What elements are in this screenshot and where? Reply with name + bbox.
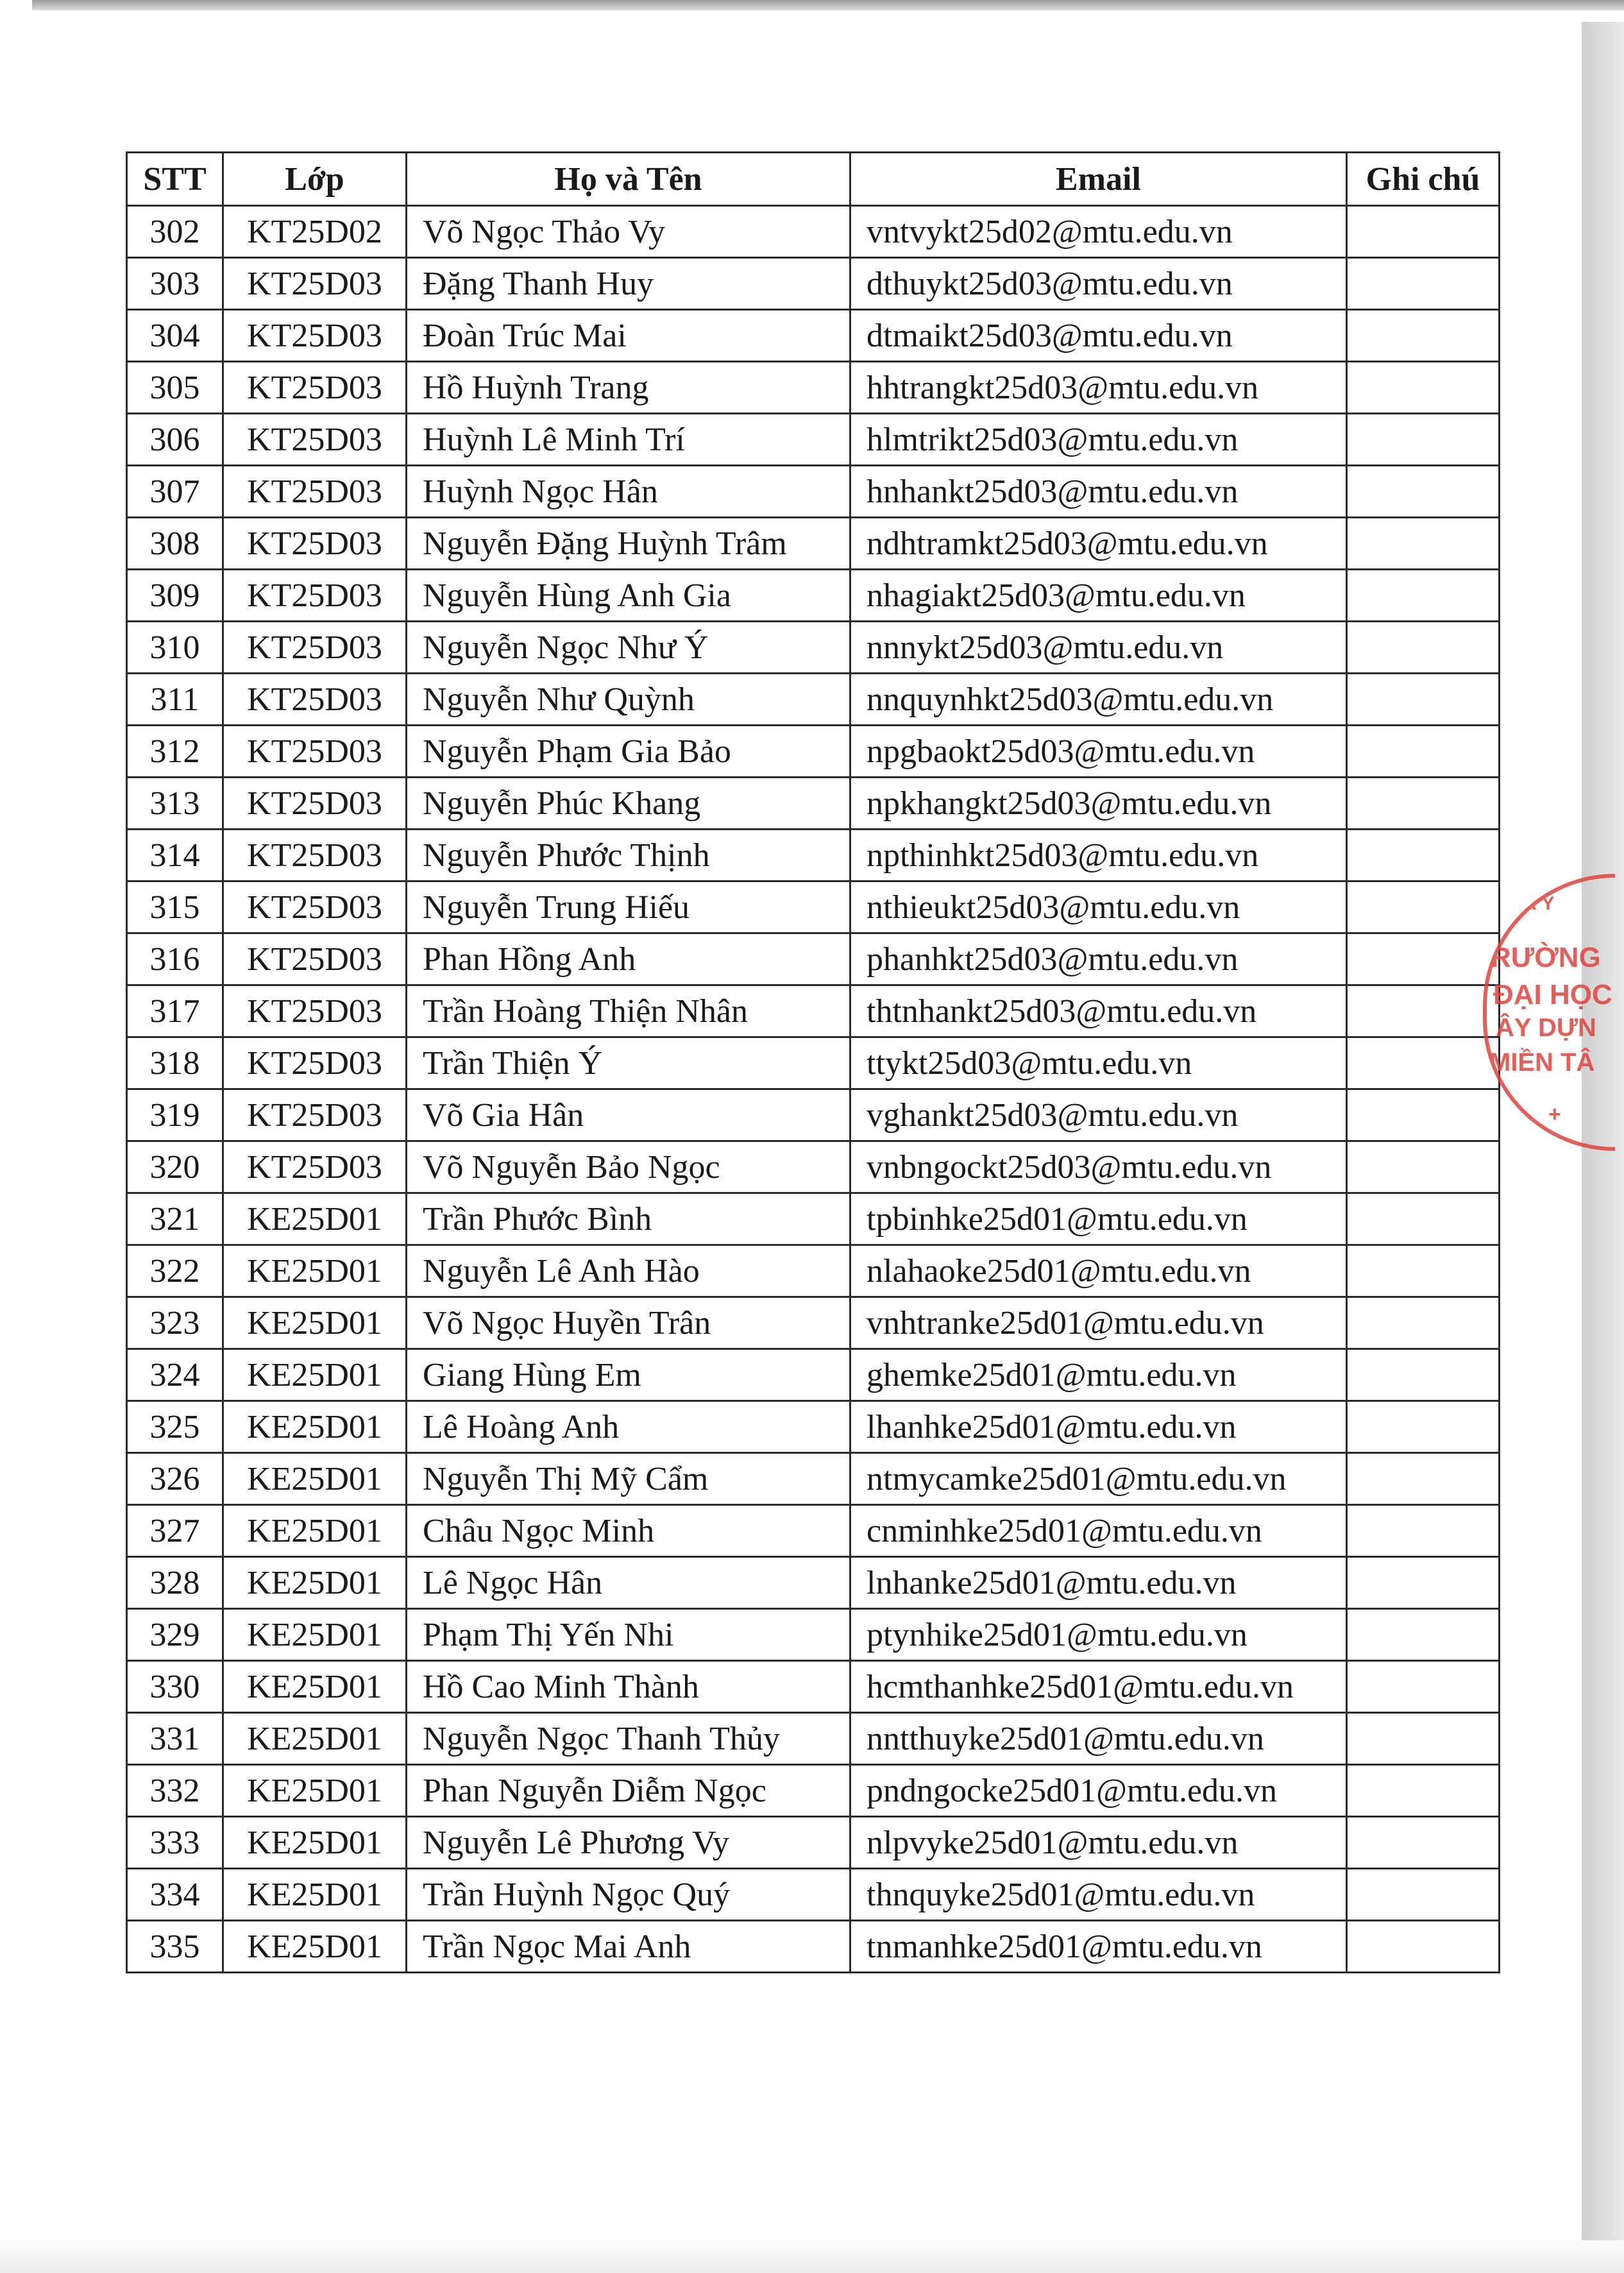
name-cell: Đặng Thanh Huy [407,258,850,310]
name-cell: Nguyễn Ngọc Thanh Thủy [407,1713,850,1765]
notes-cell [1347,1713,1500,1765]
name-cell: Trần Ngọc Mai Anh [407,1921,850,1973]
table-row [127,1505,1500,1557]
stt-cell: 302 [127,206,223,258]
table-row [127,570,1500,622]
class-cell: KE25D01 [223,1661,407,1713]
name-cell: Nguyễn Hùng Anh Gia [407,570,850,622]
name-cell: Nguyễn Ngọc Như Ý [407,622,850,674]
name-cell: Hồ Huỳnh Trang [407,362,850,414]
stt-cell: 320 [127,1141,223,1193]
name-cell: Nguyễn Phạm Gia Bảo [407,726,850,778]
email-cell: npgbaokt25d03@mtu.edu.vn [850,726,1347,778]
class-cell: KE25D01 [223,1505,407,1557]
stt-cell: 308 [127,518,223,570]
notes-cell [1347,206,1500,258]
stamp-text: À Y [1523,893,1555,914]
email-cell: hhtrangkt25d03@mtu.edu.vn [850,362,1347,414]
table-row [127,206,1500,258]
stt-cell: 315 [127,881,223,933]
notes-cell [1347,518,1500,570]
scan-edge-bottom [0,2240,1624,2273]
table-row [127,1869,1500,1921]
class-cell: KT25D03 [223,830,407,881]
table-row [127,881,1500,933]
email-cell: nntthuyke25d01@mtu.edu.vn [850,1713,1347,1765]
email-cell: hlmtrikt25d03@mtu.edu.vn [850,414,1347,466]
stt-cell: 303 [127,258,223,310]
email-cell: ptynhike25d01@mtu.edu.vn [850,1609,1347,1661]
table-row [127,1245,1500,1297]
name-cell: Nguyễn Phúc Khang [407,778,850,830]
name-cell: Nguyễn Lê Anh Hào [407,1245,850,1297]
name-cell: Lê Ngọc Hân [407,1557,850,1609]
notes-cell [1347,1505,1500,1557]
email-cell: pndngocke25d01@mtu.edu.vn [850,1765,1347,1817]
notes-cell [1347,570,1500,622]
notes-cell [1347,1037,1500,1089]
notes-cell [1347,1297,1500,1349]
name-cell: Võ Gia Hân [407,1089,850,1141]
table-row [127,726,1500,778]
notes-cell [1347,1401,1500,1453]
stt-cell: 306 [127,414,223,466]
email-cell: thtnhankt25d03@mtu.edu.vn [850,985,1347,1037]
email-cell: lnhanke25d01@mtu.edu.vn [850,1557,1347,1609]
class-cell: KE25D01 [223,1609,407,1661]
class-cell: KE25D01 [223,1245,407,1297]
class-cell: KE25D01 [223,1297,407,1349]
table-row [127,933,1500,985]
table-row [127,830,1500,881]
notes-cell [1347,1141,1500,1193]
table-row [127,1297,1500,1349]
name-cell: Nguyễn Phước Thịnh [407,830,850,881]
notes-cell [1347,1921,1500,1973]
email-cell: nlpvyke25d01@mtu.edu.vn [850,1817,1347,1869]
stt-cell: 307 [127,466,223,518]
class-cell: KT25D03 [223,622,407,674]
table-row [127,414,1500,466]
stt-cell: 323 [127,1297,223,1349]
header-stt: STT [127,153,223,206]
stt-cell: 316 [127,933,223,985]
name-cell: Trần Phước Bình [407,1193,850,1245]
stamp-text: + [1548,1102,1561,1127]
notes-cell [1347,933,1500,985]
notes-cell [1347,1349,1500,1401]
table-row [127,1817,1500,1869]
email-cell: npkhangkt25d03@mtu.edu.vn [850,778,1347,830]
notes-cell [1347,1817,1500,1869]
name-cell: Huỳnh Lê Minh Trí [407,414,850,466]
name-cell: Trần Hoàng Thiện Nhân [407,985,850,1037]
class-cell: KT25D03 [223,518,407,570]
email-cell: vnbngockt25d03@mtu.edu.vn [850,1141,1347,1193]
notes-cell [1347,1765,1500,1817]
email-cell: ntmycamke25d01@mtu.edu.vn [850,1453,1347,1505]
stt-cell: 304 [127,310,223,362]
email-cell: nhagiakt25d03@mtu.edu.vn [850,570,1347,622]
notes-cell [1347,1869,1500,1921]
class-cell: KT25D02 [223,206,407,258]
notes-cell [1347,1245,1500,1297]
table-row [127,1765,1500,1817]
class-cell: KE25D01 [223,1193,407,1245]
email-cell: phanhkt25d03@mtu.edu.vn [850,933,1347,985]
table-row [127,258,1500,310]
table-row [127,1037,1500,1089]
table-row [127,985,1500,1037]
table-header-row [127,153,1500,206]
notes-cell [1347,1557,1500,1609]
stt-cell: 330 [127,1661,223,1713]
email-cell: vntvykt25d02@mtu.edu.vn [850,206,1347,258]
notes-cell [1347,1453,1500,1505]
email-cell: nnquynhkt25d03@mtu.edu.vn [850,674,1347,726]
class-cell: KE25D01 [223,1401,407,1453]
table-row [127,1401,1500,1453]
name-cell: Đoàn Trúc Mai [407,310,850,362]
stt-cell: 335 [127,1921,223,1973]
stt-cell: 313 [127,778,223,830]
notes-cell [1347,622,1500,674]
name-cell: Nguyễn Như Quỳnh [407,674,850,726]
email-cell: nnnykt25d03@mtu.edu.vn [850,622,1347,674]
class-cell: KE25D01 [223,1869,407,1921]
class-cell: KT25D03 [223,933,407,985]
class-cell: KE25D01 [223,1921,407,1973]
table-row [127,778,1500,830]
name-cell: Huỳnh Ngọc Hân [407,466,850,518]
name-cell: Phan Hồng Anh [407,933,850,985]
name-cell: Lê Hoàng Anh [407,1401,850,1453]
table-row [127,1453,1500,1505]
notes-cell [1347,414,1500,466]
email-cell: tpbinhke25d01@mtu.edu.vn [850,1193,1347,1245]
stt-cell: 310 [127,622,223,674]
name-cell: Võ Ngọc Huyền Trân [407,1297,850,1349]
email-cell: hnhankt25d03@mtu.edu.vn [850,466,1347,518]
stt-cell: 324 [127,1349,223,1401]
notes-cell [1347,1661,1500,1713]
notes-cell [1347,726,1500,778]
stt-cell: 326 [127,1453,223,1505]
name-cell: Hồ Cao Minh Thành [407,1661,850,1713]
stt-cell: 332 [127,1765,223,1817]
university-seal-stamp [1483,874,1615,1151]
stt-cell: 333 [127,1817,223,1869]
name-cell: Phạm Thị Yến Nhi [407,1609,850,1661]
class-cell: KE25D01 [223,1817,407,1869]
notes-cell [1347,1089,1500,1141]
table-row [127,1141,1500,1193]
class-cell: KT25D03 [223,1089,407,1141]
email-cell: ttykt25d03@mtu.edu.vn [850,1037,1347,1089]
email-cell: dtmaikt25d03@mtu.edu.vn [850,310,1347,362]
notes-cell [1347,258,1500,310]
email-cell: hcmthanhke25d01@mtu.edu.vn [850,1661,1347,1713]
stt-cell: 312 [127,726,223,778]
table-row [127,1349,1500,1401]
name-cell: Giang Hùng Em [407,1349,850,1401]
stt-cell: 331 [127,1713,223,1765]
email-cell: dthuykt25d03@mtu.edu.vn [850,258,1347,310]
notes-cell [1347,1193,1500,1245]
stt-cell: 334 [127,1869,223,1921]
table-body [127,206,1500,1973]
name-cell: Nguyễn Trung Hiếu [407,881,850,933]
class-cell: KT25D03 [223,1141,407,1193]
stt-cell: 329 [127,1609,223,1661]
notes-cell [1347,362,1500,414]
table-row [127,1193,1500,1245]
notes-cell [1347,830,1500,881]
stt-cell: 325 [127,1401,223,1453]
stt-cell: 328 [127,1557,223,1609]
table-row [127,674,1500,726]
notes-cell [1347,881,1500,933]
class-cell: KT25D03 [223,985,407,1037]
stamp-text: ĐẠI HỌC [1493,979,1612,1010]
name-cell: Trần Thiện Ý [407,1037,850,1089]
notes-cell [1347,466,1500,518]
table-row [127,1557,1500,1609]
notes-cell [1347,985,1500,1037]
class-cell: KT25D03 [223,778,407,830]
stt-cell: 321 [127,1193,223,1245]
stamp-text: RƯỜNG [1491,942,1601,973]
email-cell: cnminhke25d01@mtu.edu.vn [850,1505,1347,1557]
name-cell: Nguyễn Lê Phương Vy [407,1817,850,1869]
scan-edge-top [32,0,1624,10]
stt-cell: 327 [127,1505,223,1557]
name-cell: Võ Nguyễn Bảo Ngọc [407,1141,850,1193]
class-cell: KT25D03 [223,466,407,518]
table-row [127,310,1500,362]
table-row [127,1089,1500,1141]
email-cell: nlahaoke25d01@mtu.edu.vn [850,1245,1347,1297]
table-row [127,1921,1500,1973]
stt-cell: 318 [127,1037,223,1089]
table-row [127,362,1500,414]
class-cell: KT25D03 [223,258,407,310]
email-cell: vghankt25d03@mtu.edu.vn [850,1089,1347,1141]
email-cell: thnquyke25d01@mtu.edu.vn [850,1869,1347,1921]
class-cell: KT25D03 [223,570,407,622]
name-cell: Trần Huỳnh Ngọc Quý [407,1869,850,1921]
class-cell: KE25D01 [223,1349,407,1401]
header-notes: Ghi chú [1347,153,1500,206]
name-cell: Châu Ngọc Minh [407,1505,850,1557]
table-row [127,466,1500,518]
stt-cell: 314 [127,830,223,881]
student-roster-table [126,151,1500,1973]
class-cell: KE25D01 [223,1453,407,1505]
name-cell: Phan Nguyễn Diễm Ngọc [407,1765,850,1817]
class-cell: KT25D03 [223,310,407,362]
notes-cell [1347,674,1500,726]
name-cell: Nguyễn Thị Mỹ Cẩm [407,1453,850,1505]
table-row [127,1609,1500,1661]
class-cell: KE25D01 [223,1557,407,1609]
class-cell: KT25D03 [223,414,407,466]
table-row [127,1661,1500,1713]
stamp-text: MIỀN TÂ [1489,1048,1595,1077]
email-cell: ghemke25d01@mtu.edu.vn [850,1349,1347,1401]
class-cell: KT25D03 [223,674,407,726]
email-cell: ndhtramkt25d03@mtu.edu.vn [850,518,1347,570]
stt-cell: 317 [127,985,223,1037]
name-cell: Võ Ngọc Thảo Vy [407,206,850,258]
email-cell: tnmanhke25d01@mtu.edu.vn [850,1921,1347,1973]
notes-cell [1347,1609,1500,1661]
header-full-name: Họ và Tên [407,153,850,206]
name-cell: Nguyễn Đặng Huỳnh Trâm [407,518,850,570]
table-row [127,1713,1500,1765]
email-cell: vnhtranke25d01@mtu.edu.vn [850,1297,1347,1349]
class-cell: KT25D03 [223,881,407,933]
stt-cell: 305 [127,362,223,414]
notes-cell [1347,310,1500,362]
stt-cell: 309 [127,570,223,622]
class-cell: KT25D03 [223,1037,407,1089]
table-row [127,622,1500,674]
header-class: Lớp [223,153,407,206]
notes-cell [1347,778,1500,830]
stt-cell: 322 [127,1245,223,1297]
stamp-text: ÂY DỰN [1496,1014,1596,1042]
class-cell: KT25D03 [223,362,407,414]
class-cell: KE25D01 [223,1713,407,1765]
email-cell: nthieukt25d03@mtu.edu.vn [850,881,1347,933]
header-email: Email [850,153,1347,206]
class-cell: KE25D01 [223,1765,407,1817]
table-row [127,518,1500,570]
class-cell: KT25D03 [223,726,407,778]
stt-cell: 311 [127,674,223,726]
stt-cell: 319 [127,1089,223,1141]
email-cell: lhanhke25d01@mtu.edu.vn [850,1401,1347,1453]
email-cell: npthinhkt25d03@mtu.edu.vn [850,830,1347,881]
